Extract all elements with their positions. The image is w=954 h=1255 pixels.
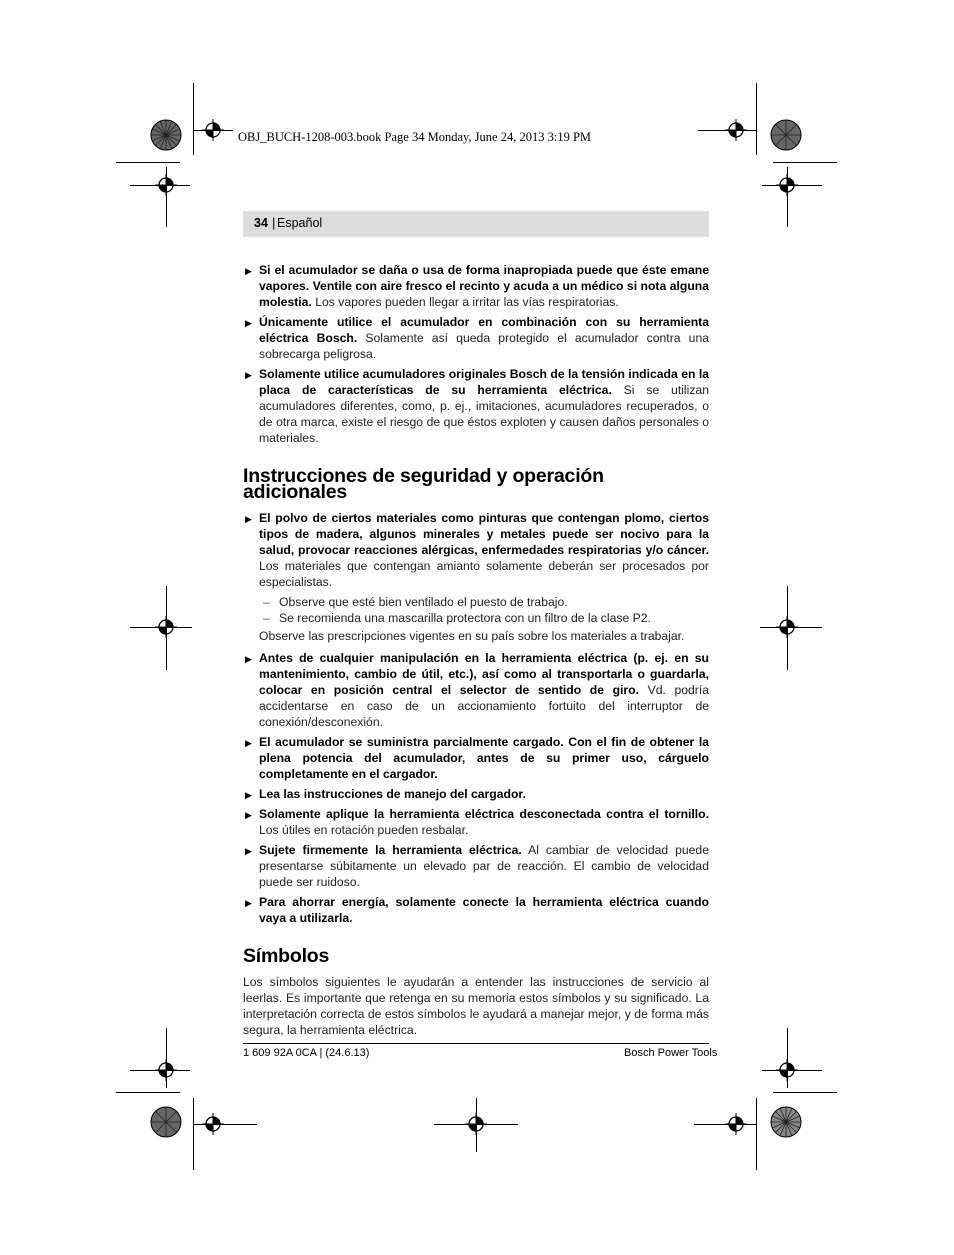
registration-mark-icon	[776, 174, 798, 196]
safety-item: ▶ Lea las instrucciones de manejo del cargador.	[243, 786, 709, 802]
safety-item: ▶ El acumulador se suministra parcialmente cargado. Con el fin de obtener la plena potencia del acumulador, antes de su primer uso, cárguelo completamente en el cargador.	[243, 734, 709, 782]
registration-mark-icon	[155, 616, 177, 638]
dash-item: – Observe que esté bien ventilado el puesto de trabajo.	[243, 594, 709, 610]
registration-mark-icon	[202, 1113, 224, 1135]
section-heading: Símbolos	[243, 945, 330, 967]
registration-mark-icon	[776, 616, 798, 638]
registration-mark-icon	[202, 119, 224, 141]
dash-item: – Se recomienda una mascarilla protectora con un filtro de la clase P2.	[243, 610, 709, 626]
safety-item: ▶ Solamente utilice acumuladores originales Bosch de la tensión indicada en la placa de características de su herramienta eléctrica. Si se utilizan acumuladores diferentes, como, p. ej., imitaciones, acumuladores recuperados, o de otra marca, existe el riesgo de que éstos exploten y causen daños personales o materiales.	[243, 366, 709, 446]
footer-rule	[243, 1043, 709, 1044]
star-target-icon	[150, 119, 182, 151]
safety-item: ▶ Sujete firmemente la herramienta eléctrica. Al cambiar de velocidad puede presentarse súbitamente un elevado par de reacción. El cambio de velocidad puede ser ruidoso.	[243, 842, 709, 890]
star-target-icon	[770, 1106, 802, 1138]
header-language: Español	[277, 216, 323, 230]
safety-item: ▶ Únicamente utilice el acumulador en combinación con su herramienta eléctrica Bosch. Solamente así queda protegido el acumulador contra una sobrecarga peligrosa.	[243, 314, 709, 362]
registration-mark-icon	[725, 119, 747, 141]
page-header	[243, 211, 709, 237]
star-target-icon	[150, 1106, 182, 1138]
safety-item: ▶ El polvo de ciertos materiales como pinturas que contengan plomo, ciertos tipos de madera, algunos minerales y metales puede ser nocivo para la salud, provocar reacciones alérgicas, enfermedades respiratorias y/o cáncer. Los materiales que contengan amianto solamente deberán ser procesados por especialistas.	[243, 510, 709, 590]
star-target-icon	[770, 119, 802, 151]
header-separator: |	[272, 215, 276, 230]
safety-item: ▶ Para ahorrar energía, solamente conecte la herramienta eléctrica cuando vaya a utilizarla.	[243, 894, 709, 926]
registration-mark-icon	[776, 1059, 798, 1081]
registration-mark-icon	[155, 174, 177, 196]
safety-item: ▶ Antes de cualquier manipulación en la herramienta eléctrica (p. ej. en su mantenimiento, cambio de útil, etc.), así como al transportarla o guardarla, colocar en posición central el selector de sentido de giro. Vd. podría accidentarse en caso de un accionamiento fortuito del interruptor de conexión/desconexión.	[243, 650, 709, 730]
symbols-paragraph: Los símbolos siguientes le ayudarán a entender las instrucciones de servicio al leerlas. Es importante que retenga en su memoria estos símbolos y su significado. La interpretación correcta de estos símbolos le ayudará a manejar mejor, y de forma más segura, la herramienta eléctrica.	[243, 975, 709, 1037]
registration-mark-icon	[155, 1059, 177, 1081]
print-slug: OBJ_BUCH-1208-003.book Page 34 Monday, June 24, 2013 3:19 PM	[238, 130, 592, 144]
registration-mark-icon	[465, 1113, 487, 1135]
dust-note: Observe las prescripciones vigentes en su país sobre los materiales a trabajar.	[259, 629, 685, 643]
page-number: 34	[254, 216, 268, 230]
registration-mark-icon	[725, 1113, 747, 1135]
section-heading: Instrucciones de seguridad y operación adicionales	[243, 465, 604, 503]
footer-doc-number: 1 609 92A 0CA | (24.6.13)	[243, 1047, 370, 1059]
footer-brand: Bosch Power Tools	[624, 1047, 718, 1059]
safety-item: ▶ Si el acumulador se daña o usa de forma inapropiada puede que éste emane vapores. Ventile con aire fresco el recinto y acuda a un médico si nota alguna molestia. Los vapores pueden llegar a irritar las vías respiratorias.	[243, 262, 709, 310]
main-content	[243, 262, 709, 1038]
safety-item: ▶ Solamente aplique la herramienta eléctrica desconectada contra el tornillo. Los útiles en rotación pueden resbalar.	[243, 806, 709, 838]
